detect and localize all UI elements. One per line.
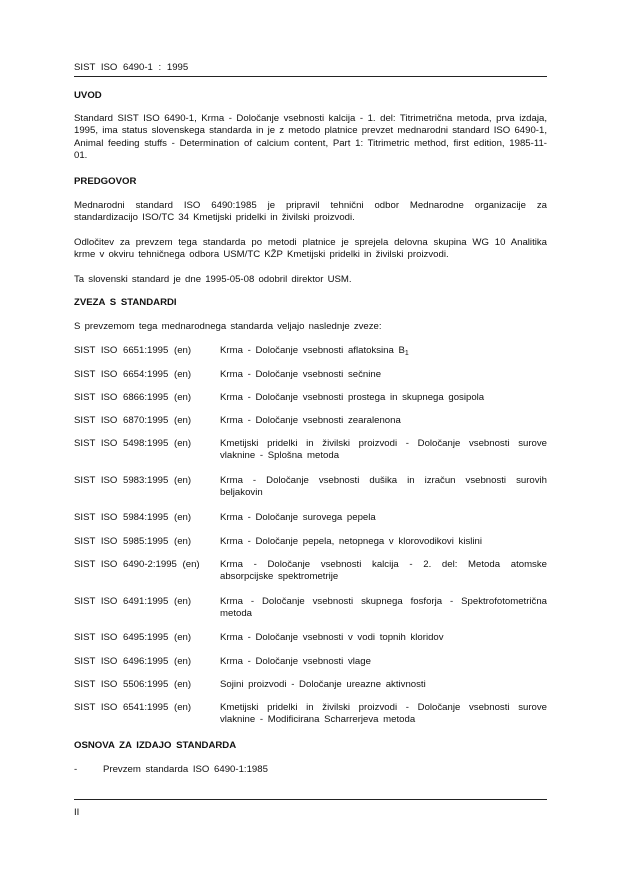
standard-code: SIST ISO 6496:1995 (en) — [74, 656, 192, 667]
standard-code: SIST ISO 6870:1995 (en) — [74, 415, 192, 426]
document-id-header: SIST ISO 6490-1 : 1995 — [74, 62, 189, 73]
standard-title: Krma - Določanje vsebnosti v vodi topnih kloridov — [220, 632, 444, 643]
page-number: II — [74, 807, 80, 818]
predgovor-paragraph-3: Ta slovenski standard je dne 1995-05-08 odobril direktor USM. — [74, 274, 352, 285]
standard-code: SIST ISO 5983:1995 (en) — [74, 475, 192, 486]
zveza-intro: S prevzemom tega mednarodnega standarda veljajo naslednje zveze: — [74, 321, 382, 332]
standard-title: Krma - Določanje vsebnosti dušika in izračun vsebnosti surovih beljakovin — [220, 475, 547, 499]
standard-code: SIST ISO 5506:1995 (en) — [74, 679, 192, 690]
header-rule — [74, 76, 547, 77]
section-heading-zveza: ZVEZA S STANDARDI — [74, 297, 177, 308]
section-heading-osnova: OSNOVA ZA IZDAJO STANDARDA — [74, 740, 237, 751]
standard-title: Kmetijski pridelki in živilski proizvodi - Določanje vsebnosti surove vlaknine - Splošna metoda — [220, 438, 547, 462]
standard-code: SIST ISO 6654:1995 (en) — [74, 369, 192, 380]
standard-title: Krma - Določanje vsebnosti aflatoksina $B_1$ — [220, 345, 409, 357]
standard-title: Krma - Določanje vsebnosti zearalenona — [220, 415, 401, 426]
standard-code: SIST ISO 5985:1995 (en) — [74, 536, 192, 547]
standard-code: SIST ISO 6541:1995 (en) — [74, 702, 192, 713]
standard-title: Krma - Določanje pepela, netopnega v klorovodikovi kislini — [220, 536, 482, 547]
standard-code: SIST ISO 5984:1995 (en) — [74, 512, 192, 523]
list-bullet: - — [74, 764, 78, 775]
subscript: 1 — [404, 350, 409, 357]
footer-rule — [74, 799, 547, 800]
standard-title: Krma - Določanje vsebnosti skupnega fosforja - Spektrofotometrična metoda — [220, 596, 547, 620]
section-heading-uvod: UVOD — [74, 90, 102, 101]
standard-title: Krma - Določanje vsebnosti vlage — [220, 656, 371, 667]
standard-code: SIST ISO 6495:1995 (en) — [74, 632, 192, 643]
standard-code: SIST ISO 6491:1995 (en) — [74, 596, 192, 607]
predgovor-paragraph-1: Mednarodni standard ISO 6490:1985 je pripravil tehnični odbor Mednarodne organizacije za standardizacijo ISO/TC 34 Kmetijski pridelki in živilski proizvodi. — [74, 200, 547, 224]
standard-title: Krma - Določanje vsebnosti sečnine — [220, 369, 382, 380]
standard-title: Kmetijski pridelki in živilski proizvodi - Določanje vsebnosti surove vlaknine - Modificirana Scharrerjeva metoda — [220, 702, 547, 726]
standard-title: Krma - Določanje vsebnosti prostega in skupnega gosipola — [220, 392, 485, 403]
standard-code: SIST ISO 6866:1995 (en) — [74, 392, 192, 403]
standard-title: Krma - Določanje vsebnosti kalcija - 2. del: Metoda atomske absorpcijske spektrometrije — [220, 559, 547, 583]
standard-title: Sojini proizvodi - Določanje ureazne aktivnosti — [220, 679, 426, 690]
section-heading-predgovor: PREDGOVOR — [74, 176, 137, 187]
standard-code: SIST ISO 6651:1995 (en) — [74, 345, 192, 356]
standard-code: SIST ISO 6490-2:1995 (en) — [74, 559, 200, 570]
osnova-item: Prevzem standarda ISO 6490-1:1985 — [103, 764, 268, 775]
predgovor-paragraph-2: Odločitev za prevzem tega standarda po metodi platnice je sprejela delovna skupina WG 10 Analitika krme v okviru tehničnega odbora USM/TC KŽP Kmetijski pridelki in živilski proizvodi. — [74, 237, 547, 261]
standard-code: SIST ISO 5498:1995 (en) — [74, 438, 192, 449]
uvod-paragraph: Standard SIST ISO 6490-1, Krma - Določanje vsebnosti kalcija - 1. del: Titrimetrična metoda, prva izdaja, 1995, ima status slovenskega standarda in je z metodo platnice prevzet mednarodni standard ISO 6490-1, Animal feeding stuffs - Determination of calcium content, Part 1: Titrimetric method, first edition, 1985-11-01. — [74, 113, 547, 162]
standard-title: Krma - Določanje surovega pepela — [220, 512, 376, 523]
